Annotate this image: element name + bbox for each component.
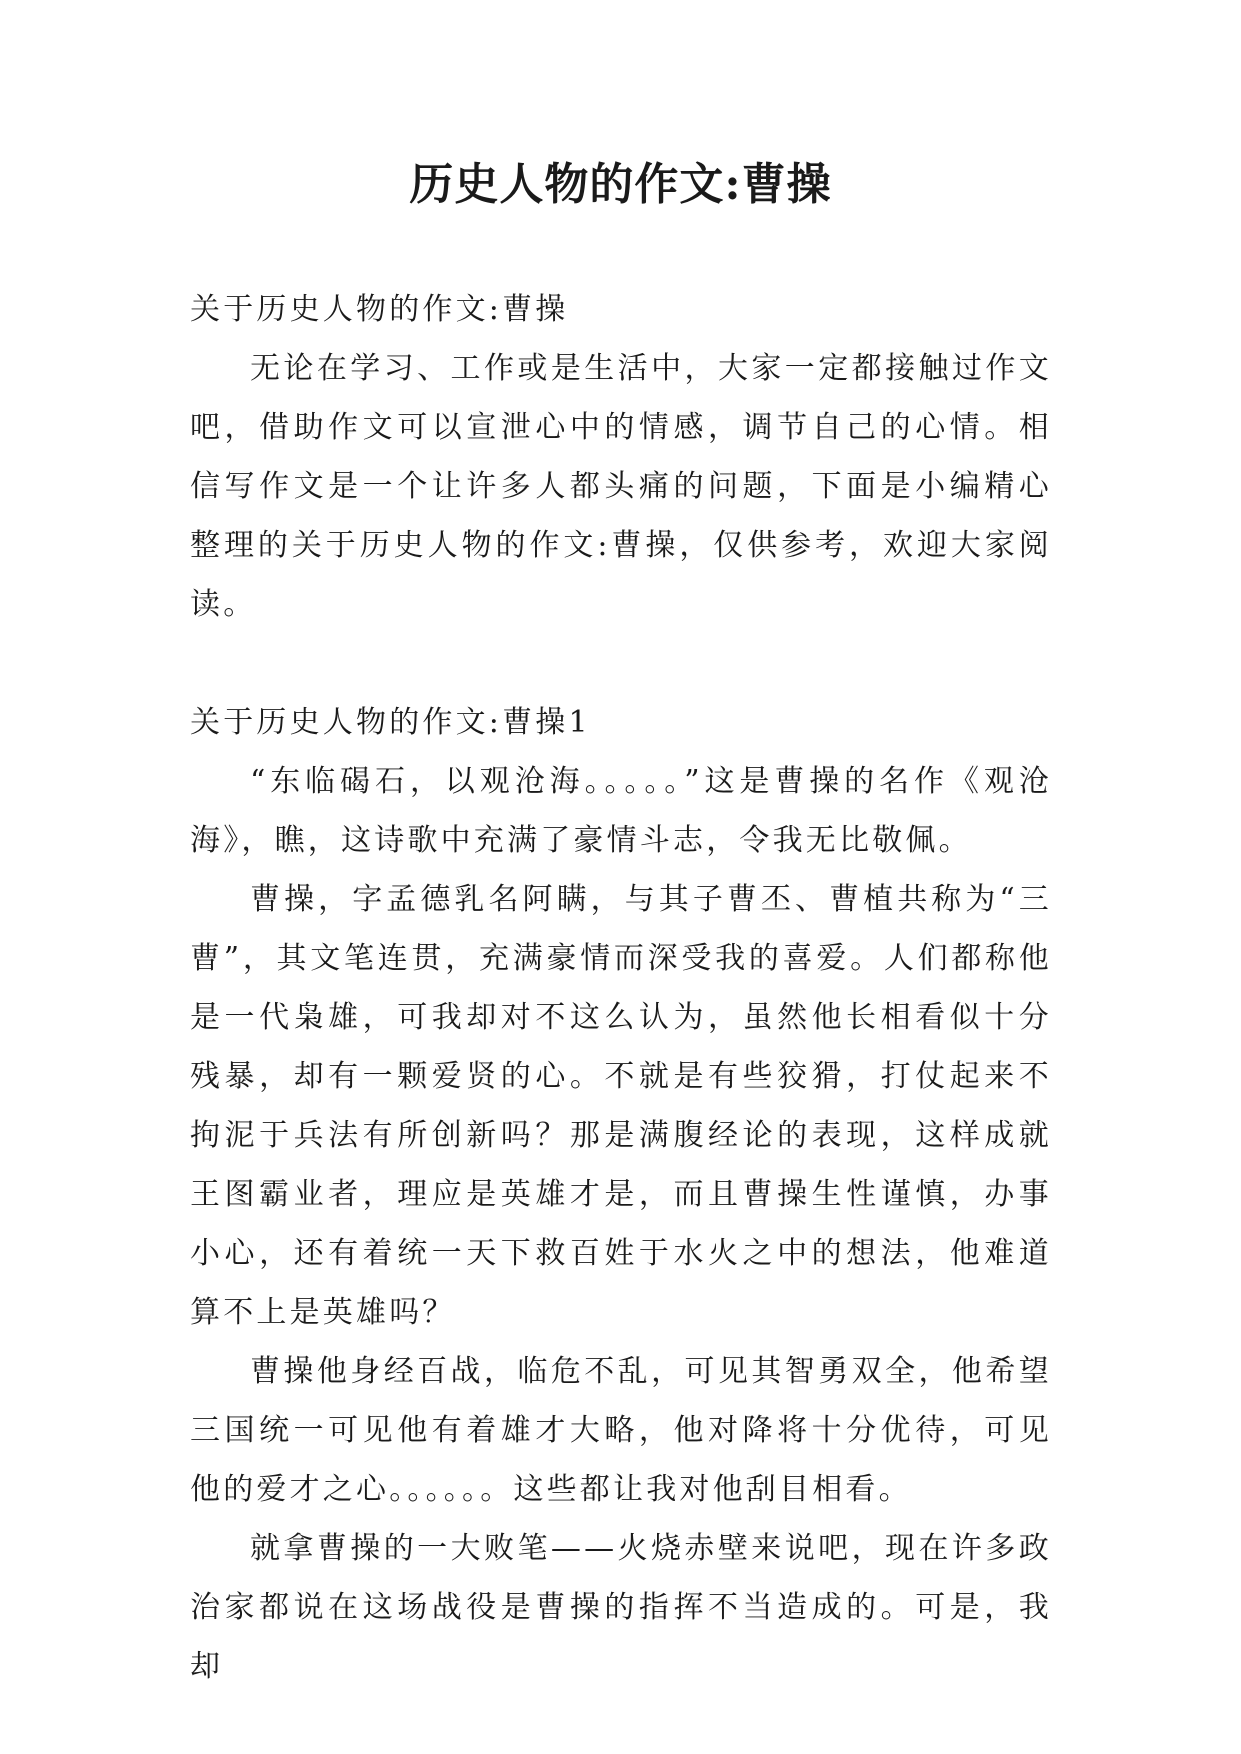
essay-paragraph-2: 曹操，字孟德乳名阿瞒，与其子曹丕、曹植共称为“三曹”，其文笔连贯，充满豪情而深受我的喜爱。人们都称他是一代枭雄，可我却对不这么认为，虽然他长相看似十分残暴，却有一颗爱贤的心。不就是有些狡猾，打仗起来不拘泥于兵法有所创新吗？那是满腹经论的表现，这样成就王图霸业者，理应是英雄才是，而且曹操生性谨慎，办事小心，还有着统一天下救百姓于水火之中的想法，他难道算不上是英雄吗？ bbox=[190, 882, 1052, 1330]
essay-paragraph-1: “东临碣石，以观沧海。。。。。”这是曹操的名作《观沧海》，瞧，这诗歌中充满了豪情斗志，令我无比敬佩。 bbox=[190, 764, 1052, 858]
essay-heading: 关于历史人物的作文:曹操1 bbox=[190, 705, 591, 740]
intro-paragraph: 无论在学习、工作或是生活中，大家一定都接触过作文吧，借助作文可以宣泄心中的情感，调节自己的心情。相信写作文是一个让许多人都头痛的问题，下面是小编精心整理的关于历史人物的作文:曹操，仅供参考，欢迎大家阅读。 bbox=[190, 351, 1052, 622]
section-spacer bbox=[190, 634, 1052, 693]
document-title: 历史人物的作文:曹操 bbox=[409, 159, 832, 210]
document-body bbox=[190, 280, 1052, 1696]
essay-paragraph-3: 曹操他身经百战，临危不乱，可见其智勇双全，他希望三国统一可见他有着雄才大略，他对降将十分优待，可见他的爱才之心。。。。。。这些都让我对他刮目相看。 bbox=[190, 1354, 1052, 1507]
essay-paragraph-4: 就拿曹操的一大败笔——火烧赤壁来说吧，现在许多政治家都说在这场战役是曹操的指挥不当造成的。可是，我却 bbox=[190, 1531, 1052, 1684]
intro-heading: 关于历史人物的作文:曹操 bbox=[190, 292, 569, 327]
